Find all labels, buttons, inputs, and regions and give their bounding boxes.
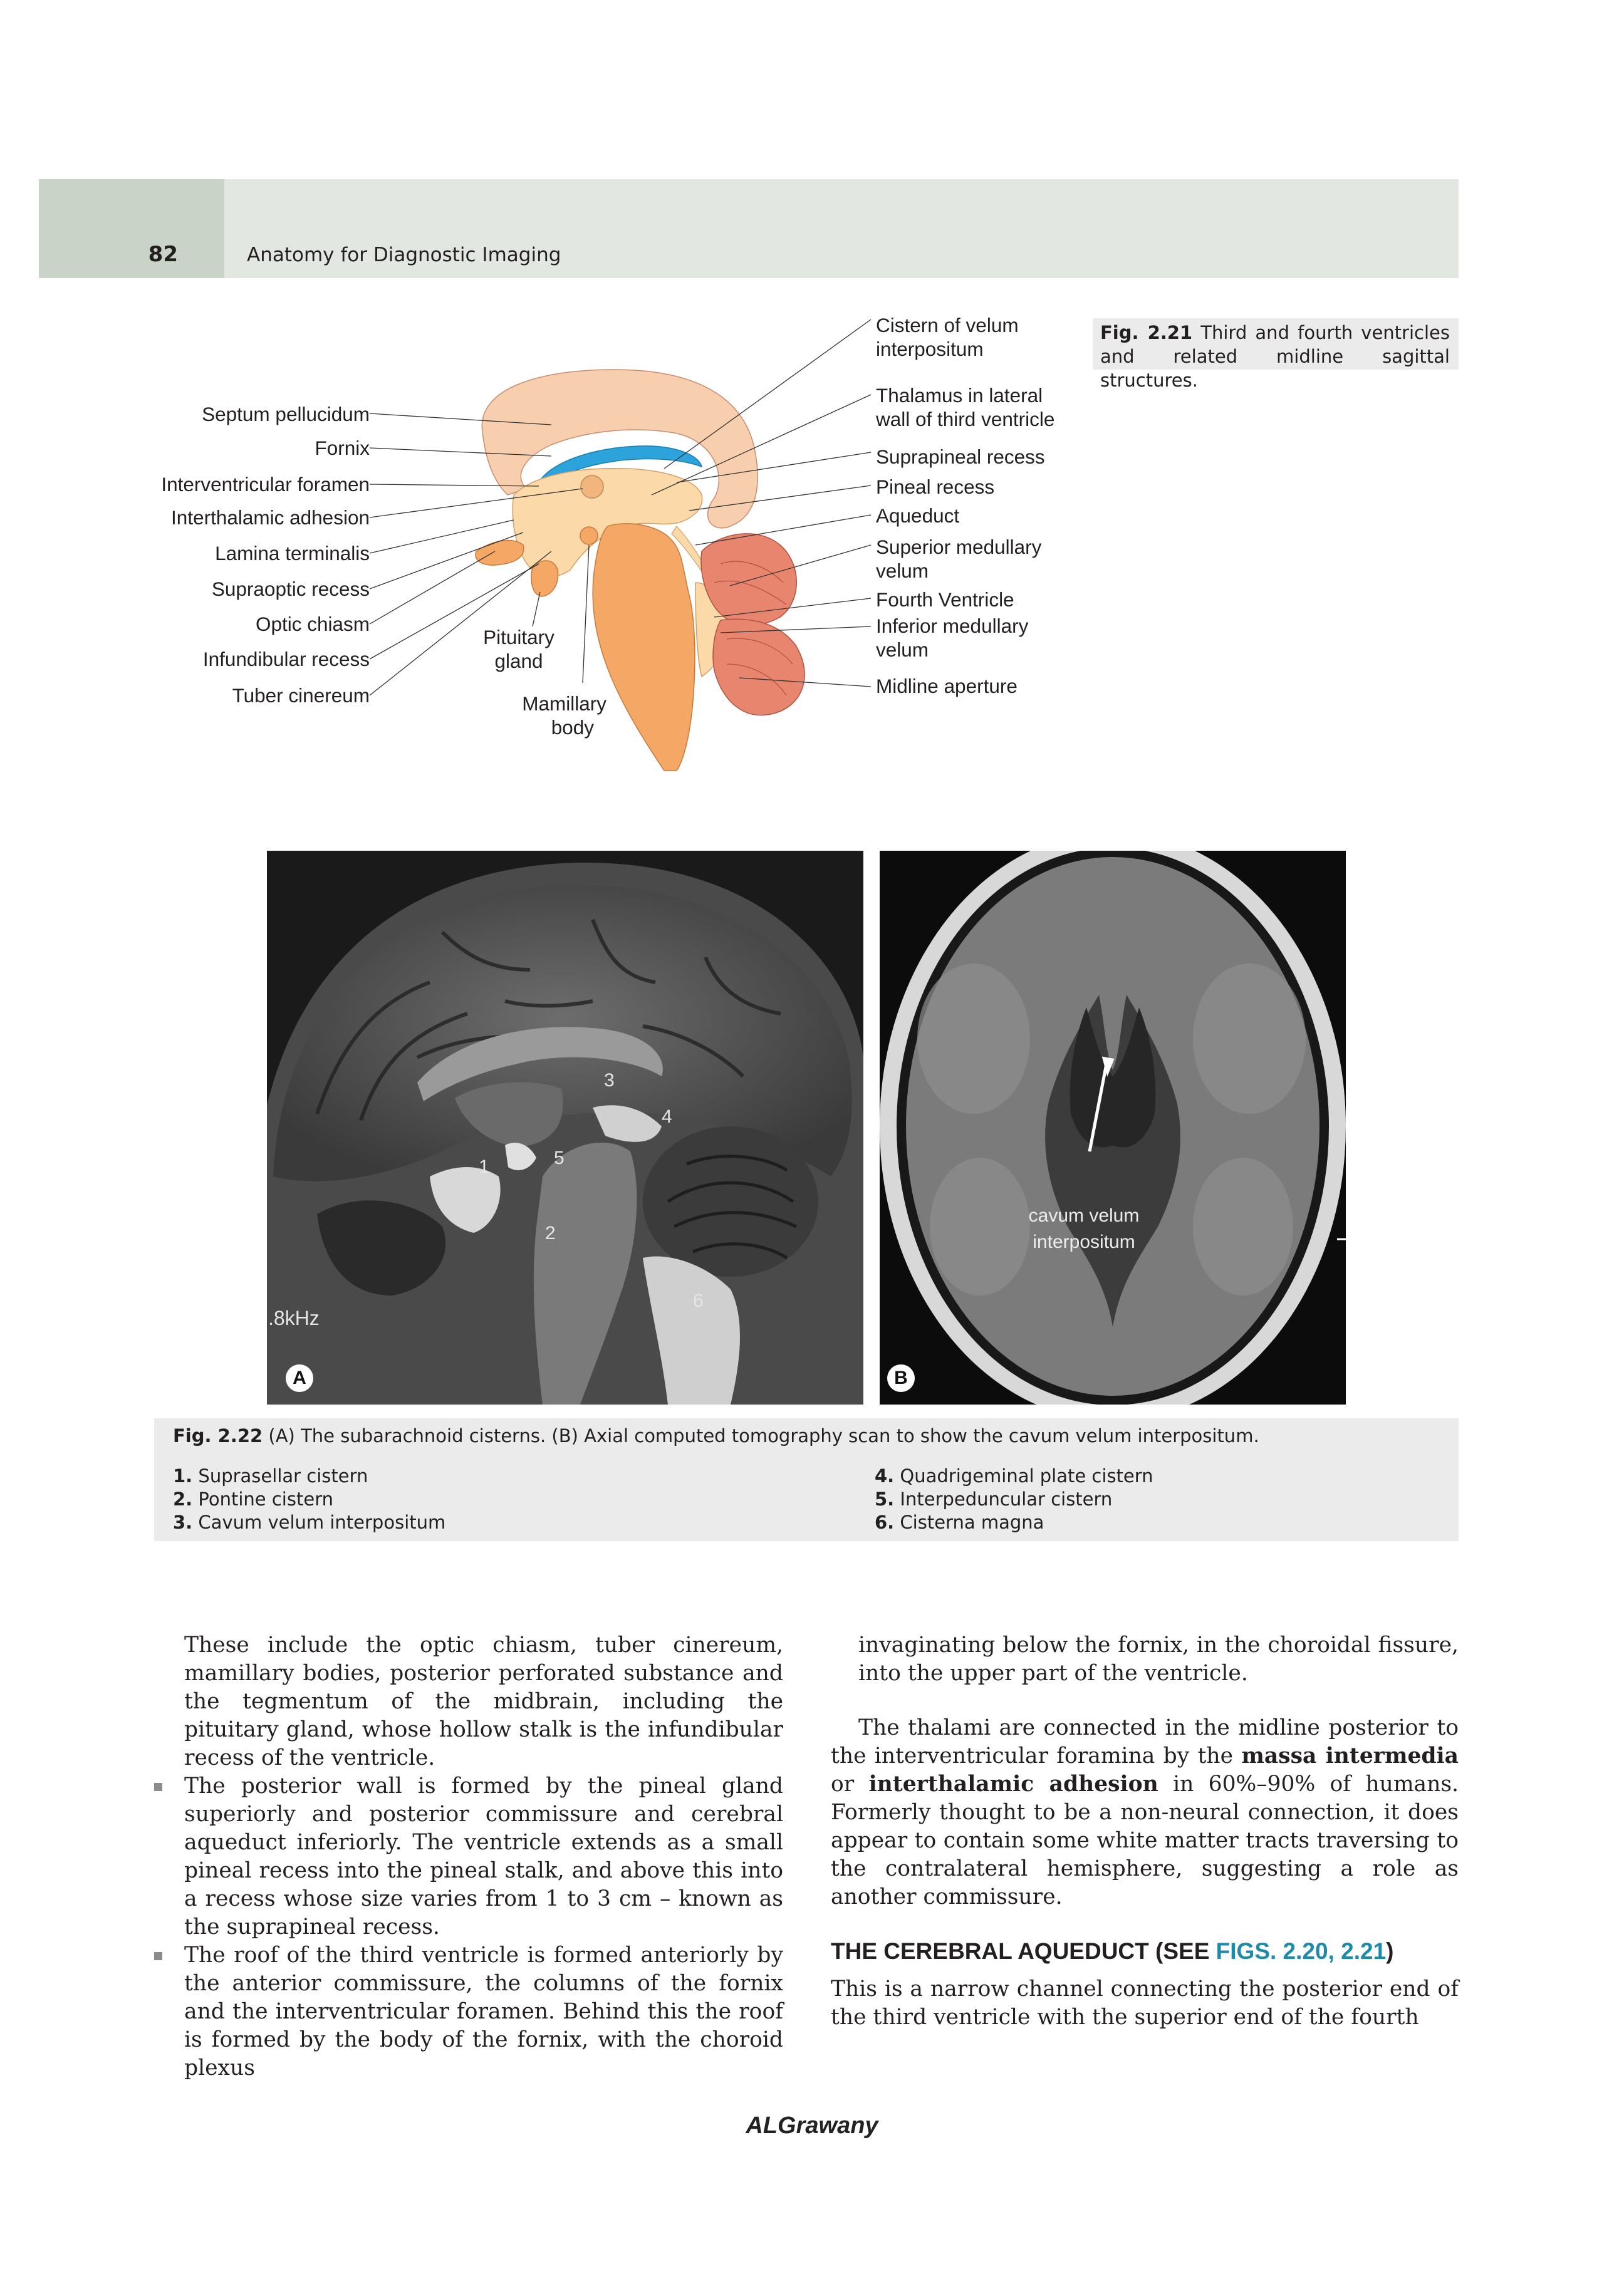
label-optic-chiasm: Optic chiasm (255, 613, 370, 635)
mri-overlay-text: .8kHz (268, 1307, 320, 1329)
term-interthalamic-adhesion: interthalamic adhesion (868, 1772, 1158, 1797)
fig-2-22-text: (A) The subarachnoid cisterns. (B) Axial computed tomography scan to show the cavum velum interpositum. (263, 1425, 1259, 1447)
mri-marker-5: 5 (554, 1148, 565, 1168)
ct-axial-image (880, 851, 1346, 1405)
body-left-column (184, 1631, 783, 2082)
label-septum-pellucidum: Septum pellucidum (202, 403, 370, 425)
running-title: Anatomy for Diagnostic Imaging (247, 244, 561, 266)
panel-a-badge: A (286, 1364, 313, 1392)
body-right-column (831, 1631, 1459, 2032)
legend-item: 3. Cavum velum interpositum (173, 1512, 446, 1533)
label-lamina-terminalis: Lamina terminalis (215, 542, 370, 564)
label-mamillary-line1: Mamillary (522, 692, 606, 715)
label-fornix: Fornix (315, 437, 370, 459)
page-number: 82 (148, 242, 178, 267)
term-massa-intermedia: massa intermedia (1241, 1743, 1459, 1769)
bullet-item: The roof of the third ventricle is formed anteriorly by the anterior commissure, the columns of the fornix and the interventricular foramen. Behind this the roof is formed by the body of the fornix, with the choroid plexus (184, 1941, 783, 2082)
bullet-item: The posterior wall is formed by the pineal gland superiorly and posterior commissure and cerebral aqueduct inferiorly. The ventricle extends as a small pineal recess into the pineal stalk, and above this into a recess whose size varies from 1 to 3 cm – known as the suprapineal recess. (184, 1772, 783, 1941)
legend-right (875, 1465, 1153, 1534)
fig-2-21-diagram (0, 294, 1624, 789)
paragraph: invaginating below the fornix, in the choroidal fissure, into the upper part of the ventricle. (858, 1633, 1459, 1686)
label-inferior-medullary-line1: Inferior medullary (876, 615, 1029, 637)
ct-label-line1: cavum velum (1028, 1205, 1140, 1226)
fig-2-22-caption (154, 1418, 1459, 1541)
section-heading: THE CEREBRAL AQUEDUCT (SEE FIGS. 2.20, 2.21) (831, 1938, 1394, 1964)
label-aqueduct: Aqueduct (876, 504, 960, 527)
mri-illustration (267, 851, 863, 1405)
legend-item: 5. Interpeduncular cistern (875, 1488, 1113, 1510)
legend-item: 6. Cisterna magna (875, 1512, 1044, 1533)
label-pituitary-line2: gland (494, 650, 543, 672)
watermark: ALGrawany (746, 2112, 878, 2139)
label-cistern-line2: interpositum (876, 338, 984, 360)
label-superior-medullary-line2: velum (876, 559, 929, 582)
bullet-square-icon (154, 1952, 162, 1960)
label-midline-aperture: Midline aperture (876, 675, 1018, 697)
label-cistern-line1: Cistern of velum (876, 314, 1019, 336)
mri-marker-4: 4 (662, 1106, 672, 1127)
fig-2-22-title (173, 1423, 1444, 1448)
label-pineal-recess: Pineal recess (876, 475, 995, 498)
legend-item: 4. Quadrigeminal plate cistern (875, 1465, 1153, 1487)
legend-left (173, 1465, 445, 1534)
label-pituitary-line1: Pituitary (483, 626, 554, 648)
label-mamillary-line2: body (551, 716, 594, 739)
paragraph: These include the optic chiasm, tuber cinereum, mamillary bodies, posterior perforated substance and the tegmentum of the midbrain, including the pituitary gland, whose hollow stalk is the infundibular recess of the ventricle. (184, 1633, 783, 1770)
label-infundibular-recess: Infundibular recess (202, 648, 370, 670)
label-suprapineal-recess: Suprapineal recess (876, 445, 1045, 468)
optic-chiasm-shape (476, 541, 524, 566)
legend-item: 1. Suprasellar cistern (173, 1465, 368, 1487)
legend-item: 2. Pontine cistern (173, 1488, 333, 1510)
label-inferior-medullary-line2: velum (876, 638, 929, 661)
mamillary-shape (580, 527, 598, 544)
label-thalamus-line1: Thalamus in lateral (876, 384, 1043, 407)
paragraph: The thalami are connected in the midline posterior to the interventricular foramina by the massa intermedia or interthalamic adhesion in 60%–90% of humans. Formerly thought to be a non-neural connection, it does appear to contain some white matter tracts traversing to the contralateral hemisphere, suggesting a role as another commissure. (831, 1715, 1459, 1909)
label-supraoptic-recess: Supraoptic recess (211, 578, 370, 600)
mri-marker-3: 3 (604, 1070, 615, 1091)
label-fourth-ventricle: Fourth Ventricle (876, 588, 1014, 611)
mri-sagittal-image (267, 851, 863, 1405)
label-interventricular-foramen: Interventricular foramen (161, 473, 370, 496)
fig-2-21-text: Third and fourth ventricles and related midline sagittal structures. (1100, 322, 1450, 391)
fig-2-22-label: Fig. 2.22 (173, 1425, 263, 1447)
mri-marker-6: 6 (693, 1291, 704, 1311)
label-thalamus-line2: wall of third ventricle (876, 408, 1055, 430)
figure-reference-link[interactable]: FIGS. 2.20, 2.21 (1215, 1938, 1387, 1964)
fig-2-21-label: Fig. 2.21 (1100, 322, 1193, 343)
panel-b-badge: B (887, 1364, 915, 1392)
mri-marker-1: 1 (479, 1156, 489, 1177)
ct-illustration (880, 851, 1346, 1405)
bullet-square-icon (154, 1783, 162, 1791)
ct-label-line2: interpositum (1033, 1232, 1135, 1252)
mri-marker-2: 2 (545, 1223, 556, 1244)
label-interthalamic-adhesion: Interthalamic adhesion (171, 506, 370, 529)
brainstem-shape (593, 524, 695, 771)
paragraph: This is a narrow channel connecting the posterior end of the third ventricle with the superior end of the fourth (831, 1977, 1459, 2030)
label-tuber-cinereum: Tuber cinereum (232, 684, 370, 707)
cerebellum-lower-shape (713, 619, 804, 715)
interthalamic-adhesion-shape (581, 475, 603, 498)
label-superior-medullary-line1: Superior medullary (876, 536, 1042, 558)
